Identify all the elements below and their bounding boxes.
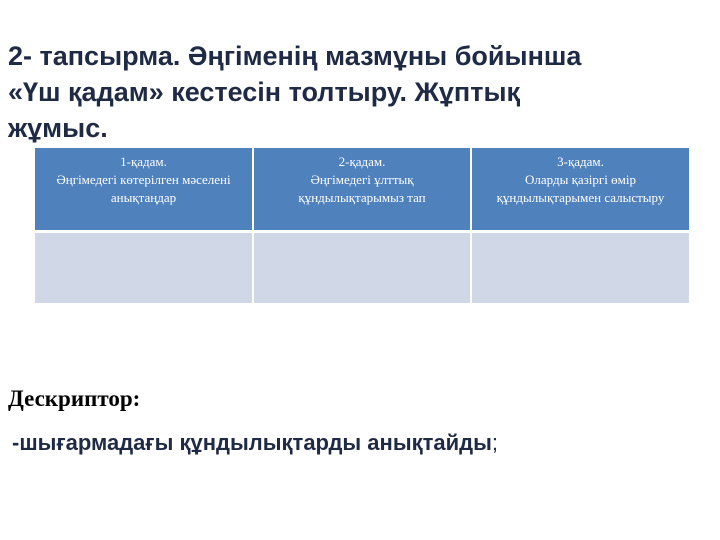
task-title-line-1: 2- тапсырма. Әңгіменің мазмұны бойынша xyxy=(8,41,582,71)
step-3-number: 3-қадам. xyxy=(557,154,604,169)
table-header-row xyxy=(35,148,689,231)
step-3-description: Оларды қазіргі өмір құндылықтарымен салыстыру xyxy=(496,172,665,205)
step-1-answer-cell[interactable] xyxy=(35,231,253,303)
step-2-number: 2-қадам. xyxy=(338,154,386,169)
descriptor-item-text: -шығармадағы құндылықтарды анықтайды xyxy=(12,430,492,455)
step-3-answer-cell[interactable] xyxy=(471,231,689,303)
table-row xyxy=(35,231,689,303)
three-steps-table xyxy=(35,148,689,303)
step-3-header xyxy=(471,148,689,231)
task-title-line-2: «Үш қадам» кестесін толтыру. Жұптық xyxy=(8,77,521,107)
step-2-answer-cell[interactable] xyxy=(253,231,471,303)
step-1-number: 1-қадам. xyxy=(120,154,167,169)
descriptor-heading: Дескриптор: xyxy=(8,386,141,411)
step-2-header xyxy=(253,148,471,231)
task-title-line-3: жұмыс. xyxy=(8,113,108,143)
descriptor-item xyxy=(12,428,498,458)
step-1-header xyxy=(35,148,253,231)
step-1-description: Әңгімедегі көтерілген мәселені анықтаңдар xyxy=(56,172,231,205)
descriptor-item-end: ; xyxy=(491,430,499,455)
task-title xyxy=(8,38,688,146)
step-2-description: Әңгімедегі ұлттық құндылықтарымыз тап xyxy=(298,172,426,205)
